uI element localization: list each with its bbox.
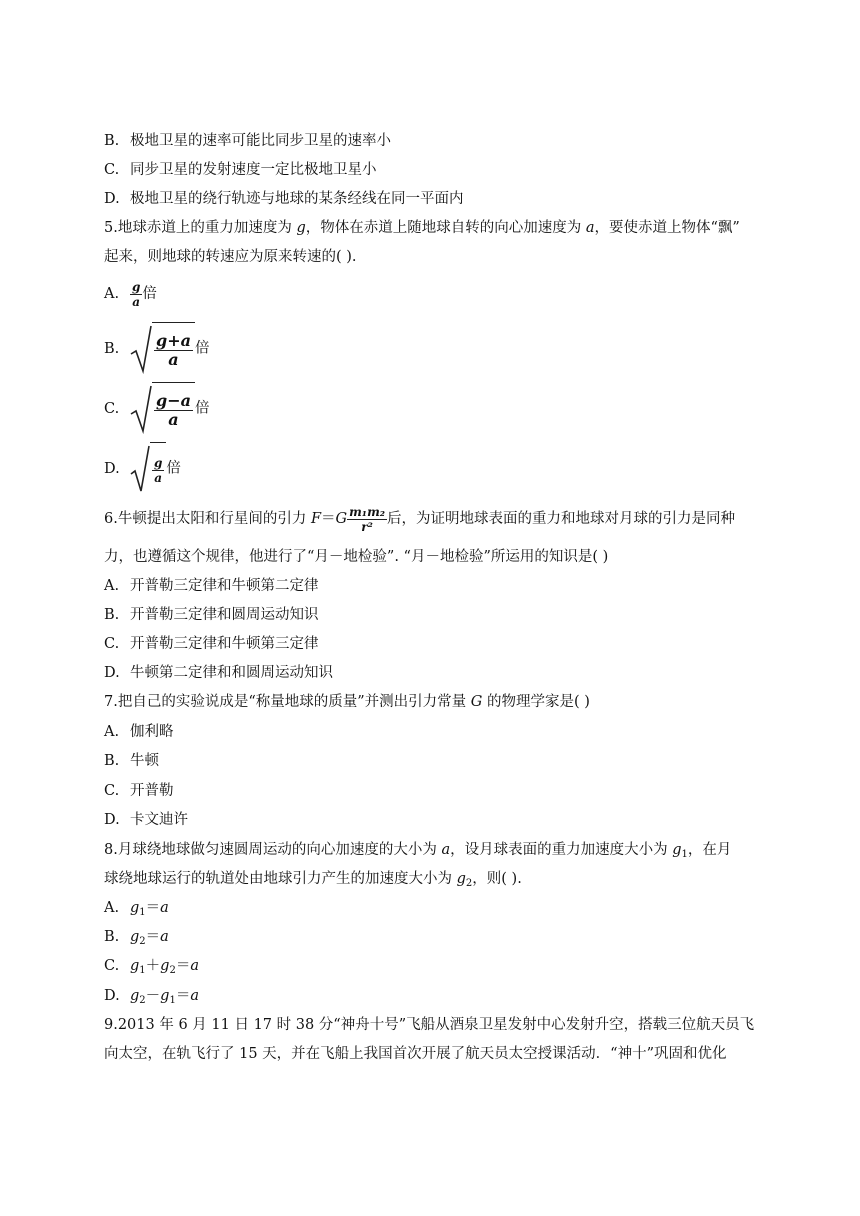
fraction-denominator: a bbox=[154, 470, 163, 485]
math-variable: g bbox=[130, 929, 140, 945]
q8-text: ，设月球表面的重力加速度大小为 bbox=[450, 842, 673, 858]
option-label: B. bbox=[104, 753, 120, 769]
var-g: g bbox=[672, 842, 682, 858]
q4-option-d bbox=[104, 189, 464, 209]
option-text: 开普勒三定律和牛顿第二定律 bbox=[130, 578, 319, 594]
option-label: B. bbox=[104, 133, 120, 149]
q6-stem-line2 bbox=[104, 547, 608, 567]
option-label: C. bbox=[104, 958, 120, 974]
fraction-denominator: a bbox=[168, 409, 179, 429]
option-label: C. bbox=[104, 162, 120, 178]
math-operator: ＝ bbox=[175, 958, 191, 974]
q5-option-b bbox=[104, 322, 209, 375]
q8-option-b bbox=[104, 927, 169, 952]
fraction-numerator: m₁m₂ bbox=[349, 504, 386, 519]
q5-option-d bbox=[104, 442, 181, 495]
option-label: D. bbox=[104, 988, 120, 1004]
q5-option-c bbox=[104, 382, 209, 435]
q9-stem-line1 bbox=[104, 1015, 754, 1035]
q8-stem-line1 bbox=[104, 840, 731, 865]
option-label: C. bbox=[104, 636, 120, 652]
q5-text: ，物体在赤道上随地球自转的向心加速度为 bbox=[305, 220, 586, 236]
var-G: G bbox=[470, 694, 483, 710]
radical-icon bbox=[130, 444, 150, 494]
math-operator: ＋ bbox=[145, 958, 161, 974]
q7-option-a bbox=[104, 722, 174, 742]
q7-text: 7.把自己的实验说成是“称量地球的质量”并测出引力常量 bbox=[104, 694, 471, 710]
fraction bbox=[154, 330, 193, 369]
option-suffix: 倍 bbox=[194, 400, 210, 417]
subscript: 2 bbox=[169, 965, 176, 976]
q5-stem-line2 bbox=[104, 247, 357, 267]
subscript: 1 bbox=[169, 995, 176, 1006]
q5-text: ，要使赤道上物体“飘” bbox=[594, 220, 740, 236]
var-a: a bbox=[585, 220, 595, 236]
q8-option-d bbox=[104, 986, 199, 1011]
math-operator: ＝ bbox=[145, 929, 161, 945]
math-variable: g bbox=[160, 988, 170, 1004]
option-text: 开普勒三定律和牛顿第三定律 bbox=[130, 636, 319, 652]
fraction-denominator: r² bbox=[361, 519, 373, 534]
option-text: 卡文迪许 bbox=[130, 812, 188, 828]
fraction-numerator: g−a bbox=[156, 390, 191, 410]
option-suffix: 倍 bbox=[142, 286, 157, 302]
math-operator: ＝ bbox=[145, 900, 161, 916]
q6-text: 6.牛顿提出太阳和行星间的引力 bbox=[104, 511, 311, 527]
q8-stem-line2 bbox=[104, 869, 522, 894]
q6-option-d bbox=[104, 663, 333, 683]
fraction-denominator: a bbox=[132, 294, 141, 309]
option-expression bbox=[130, 900, 169, 916]
q7-text: 的物理学家是( ) bbox=[482, 694, 590, 710]
gravity-fraction bbox=[347, 506, 387, 533]
q6-option-a bbox=[104, 576, 319, 596]
q6-text: 后，为证明地球表面的重力和地球对月球的引力是同种 bbox=[387, 511, 736, 527]
radical-icon bbox=[130, 324, 152, 374]
subscript: 2 bbox=[139, 936, 146, 947]
option-text: 开普勒三定律和圆周运动知识 bbox=[130, 607, 319, 623]
math-operator: ＝ bbox=[175, 988, 191, 1004]
option-label: A. bbox=[104, 724, 120, 740]
fraction-numerator: g bbox=[132, 279, 141, 294]
square-root bbox=[130, 322, 195, 375]
math-variable: a bbox=[190, 988, 199, 1004]
equals-sign: ＝ bbox=[321, 511, 336, 527]
q5-text: 5.地球赤道上的重力加速度为 bbox=[104, 220, 297, 236]
fraction bbox=[154, 390, 193, 429]
option-label: B. bbox=[104, 607, 120, 623]
math-variable: g bbox=[130, 988, 140, 1004]
math-variable: g bbox=[130, 958, 140, 974]
q7-stem bbox=[104, 692, 590, 712]
q9-text: 9.2013 年 6 月 11 日 17 时 38 分“神舟十号”飞船从酒泉卫星发射中心发射升空，搭载三位航天员飞 bbox=[104, 1017, 755, 1033]
math-variable: g bbox=[130, 900, 140, 916]
option-text: 同步卫星的发射速度一定比极地卫星小 bbox=[130, 162, 377, 178]
q6-option-b bbox=[104, 605, 319, 625]
q4-option-c bbox=[104, 160, 377, 180]
fraction bbox=[152, 457, 164, 484]
option-suffix: 倍 bbox=[194, 340, 210, 357]
option-text: 极地卫星的速率可能比同步卫星的速率小 bbox=[130, 133, 391, 149]
fraction bbox=[130, 281, 142, 308]
subscript: 2 bbox=[139, 995, 146, 1006]
option-text: 开普勒 bbox=[130, 783, 174, 799]
q4-option-b bbox=[104, 131, 391, 151]
q8-text: ，在月 bbox=[687, 842, 732, 858]
fraction-numerator: g bbox=[154, 455, 163, 470]
q8-text: ，则( ). bbox=[472, 871, 522, 887]
q9-stem-line2 bbox=[104, 1044, 727, 1064]
option-text: 牛顿第二定律和和圆周运动知识 bbox=[130, 665, 333, 681]
q8-text: 8.月球绕地球做匀速圆周运动的向心加速度的大小为 bbox=[104, 842, 442, 858]
option-label: D. bbox=[104, 460, 120, 477]
option-label: A. bbox=[104, 578, 120, 594]
q8-option-c bbox=[104, 956, 199, 981]
subscript: 1 bbox=[139, 907, 146, 918]
fraction-denominator: a bbox=[168, 349, 179, 369]
radicand bbox=[152, 382, 195, 435]
math-variable: a bbox=[160, 929, 169, 945]
math-variable: a bbox=[190, 958, 199, 974]
math-variable: g bbox=[160, 958, 170, 974]
radicand bbox=[150, 442, 166, 495]
q6-stem-line1 bbox=[104, 500, 735, 538]
option-label: B. bbox=[104, 929, 120, 945]
var-g: g bbox=[296, 220, 306, 236]
option-label: B. bbox=[104, 340, 120, 357]
option-suffix: 倍 bbox=[166, 460, 181, 477]
math-variable: a bbox=[160, 900, 169, 916]
option-text: 牛顿 bbox=[130, 753, 159, 769]
q8-option-a bbox=[104, 898, 169, 923]
subscript: 1 bbox=[681, 849, 688, 860]
q7-option-c bbox=[104, 781, 174, 801]
subscript: 2 bbox=[465, 878, 473, 889]
option-text: 伽利略 bbox=[130, 724, 174, 740]
q6-text: 力，也遵循这个规律，他进行了“月－地检验”. “月－地检验”所运用的知识是( ) bbox=[104, 549, 609, 565]
option-label: D. bbox=[104, 665, 120, 681]
option-label: D. bbox=[104, 812, 120, 828]
var-G: G bbox=[335, 511, 348, 527]
subscript: 1 bbox=[139, 965, 146, 976]
option-label: A. bbox=[104, 286, 120, 302]
q5-text: 起来，则地球的转速应为原来转速的( ). bbox=[104, 249, 357, 265]
q8-text: 球绕地球运行的轨道处由地球引力产生的加速度大小为 bbox=[104, 871, 457, 887]
square-root bbox=[130, 442, 166, 495]
option-label: C. bbox=[104, 400, 120, 417]
fraction-numerator: g+a bbox=[156, 330, 191, 350]
square-root bbox=[130, 382, 195, 435]
var-a: a bbox=[441, 842, 451, 858]
option-expression bbox=[130, 988, 199, 1004]
q9-text: 向太空，在轨飞行了 15 天，并在飞船上我国首次开展了航天员太空授课活动．“神十”巩固和优化 bbox=[104, 1046, 727, 1062]
option-expression bbox=[130, 958, 199, 974]
option-expression bbox=[130, 929, 169, 945]
option-label: C. bbox=[104, 783, 120, 799]
q5-option-a bbox=[104, 274, 157, 314]
q7-option-b bbox=[104, 751, 159, 771]
math-operator: － bbox=[145, 988, 161, 1004]
option-label: D. bbox=[104, 191, 120, 207]
var-g: g bbox=[456, 871, 466, 887]
var-F: F bbox=[310, 511, 322, 527]
q7-option-d bbox=[104, 810, 188, 830]
radical-icon bbox=[130, 384, 152, 434]
q5-stem-line1 bbox=[104, 218, 740, 238]
option-text: 极地卫星的绕行轨迹与地球的某条经线在同一平面内 bbox=[130, 191, 464, 207]
option-label: A. bbox=[104, 900, 120, 916]
radicand bbox=[152, 322, 195, 375]
q6-option-c bbox=[104, 634, 319, 654]
